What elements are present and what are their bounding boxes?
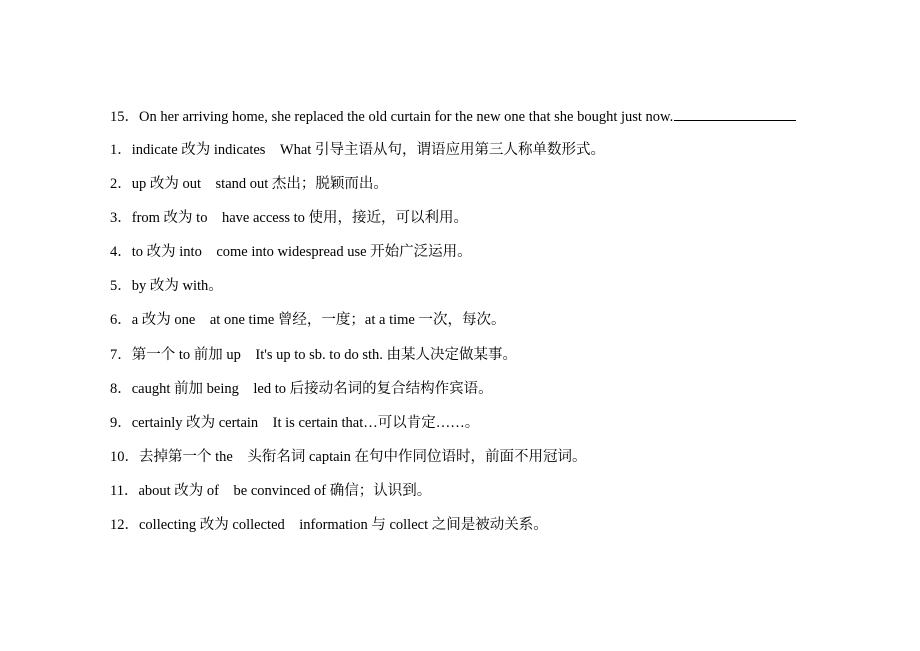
answer-line-12: 12．collecting 改为 collected information 与 collect 之间是被动关系。 — [110, 517, 548, 534]
answer-key — [110, 105, 890, 548]
answer-line-2: 2．up 改为 out stand out 杰出；脱颖而出。 — [110, 176, 388, 193]
answer-blank — [674, 105, 796, 121]
answer-line-7: 7．第一个 to 前加 up It's up to sb. to do sth. 由某人决定做某事。 — [110, 346, 518, 363]
answer-line-8: 8．caught 前加 being led to 后接动名词的复合结构作宾语。 — [110, 380, 493, 397]
answer-line-4: 4．to 改为 into come into widespread use 开始广泛运用。 — [110, 244, 472, 261]
answer-line-6: 6．a 改为 one at one time 曾经，一度；at a time 一次，每次。 — [110, 312, 506, 329]
answer-line-11: 11．about 改为 of be convinced of 确信；认识到。 — [110, 482, 432, 499]
answer-line-3: 3．from 改为 to have access to 使用，接近，可以利用。 — [110, 210, 469, 227]
answer-line-10: 10．去掉第一个 the 头衔名词 captain 在句中作同位语时，前面不用冠词。 — [110, 448, 587, 465]
question-text: 15．On her arriving home, she replaced the old curtain for the new one that she bought just now. — [110, 109, 674, 125]
answer-line-5: 5．by 改为 with。 — [110, 278, 223, 295]
question-15 — [110, 105, 890, 139]
answer-line-9: 9．certainly 改为 certain It is certain that…可以肯定……。 — [110, 414, 480, 431]
answer-line-1: 1．indicate 改为 indicates What 引导主语从句，谓语应用第三人称单数形式。 — [110, 142, 605, 158]
